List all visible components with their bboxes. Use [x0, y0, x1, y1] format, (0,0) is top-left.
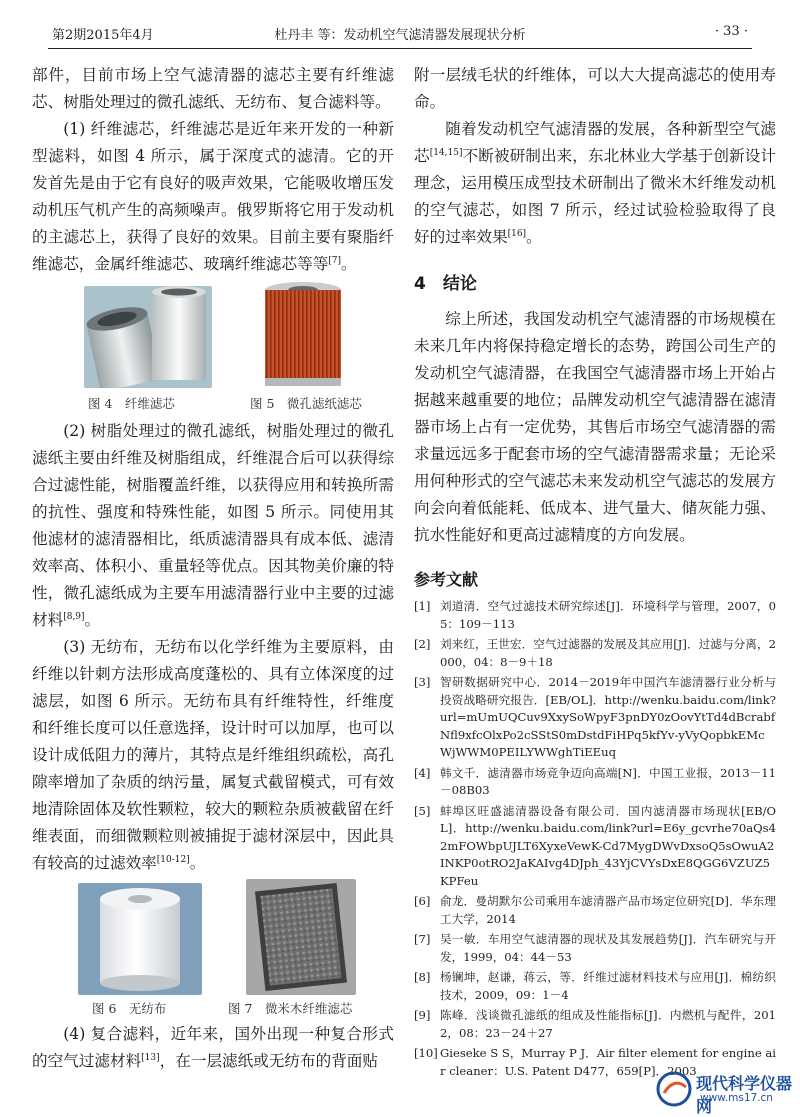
citation: [13] — [141, 1052, 160, 1063]
section-4-heading: 4 结论 — [414, 274, 477, 294]
reference-item: [10] Gieseke S S，Murray P J．Air filter element for engine air cleaner：U.S. Patent D477，659[P]．2003 — [414, 1046, 776, 1078]
micro-wood-fiber-filter-image — [246, 879, 356, 995]
reference-item: [2] 刘来红，王世宏．空气过滤器的发展及其应用[J]．过滤与分离，2000，04：8－9＋18 — [414, 637, 776, 669]
reference-item: [6] 俞龙．曼胡默尔公司乘用车滤清器产品市场定位研究[D]．华东理工大学，2014 — [414, 894, 776, 926]
running-header — [48, 22, 752, 49]
reference-list — [414, 598, 776, 1080]
fiber-filter-image — [84, 286, 212, 388]
citation: [10-12] — [156, 854, 190, 865]
figure-5-caption: 图 5 微孔滤纸滤芯 — [250, 396, 362, 411]
site-watermark — [656, 1071, 794, 1116]
reference-item: [8] 杨镧坤，赵谦，蒋云，等．纤维过滤材料技术与应用[J]．棉纺织技术，2009，09：1－4 — [414, 970, 776, 1002]
reference-item: [1] 刘道清．空气过滤技术研究综述[J]．环境科学与管理，2007，05：109－113 — [414, 599, 776, 631]
watermark-site-name: 现代科学仪器网 — [696, 1074, 793, 1116]
watermark-logo-icon — [656, 1071, 694, 1107]
citation: [14,15] — [429, 147, 463, 158]
reference-item: [4] 韩文千．滤清器市场竞争迈向高端[N]．中国工业报，2013－11－08B03 — [414, 765, 776, 797]
paragraph-resin-paper: (2) 树脂处理过的微孔滤纸，树脂处理过的微孔滤纸主要由纤维及树脂组成，纤维混合后可以获得综合过滤性能，树脂覆盖纤维，以获得应用和转换所需的抗性、强度和特殊性能，如图 5 所示。同使用其他滤材的滤清器相比，纸质滤清器具有成本低、滤清效率高、体积小、重量轻等优点。因其物美价廉的特性，微孔滤纸成为主要车用滤清器行业中主要的过滤材料[8,9]。 — [32, 422, 394, 629]
paragraph-composite-cont: 附一层绒毛状的纤维体，可以大大提高滤芯的使用寿命。 — [414, 66, 776, 111]
paragraph-composite: (4) 复合滤料，近年来，国外出现一种复合形式的空气过滤材料[13]，在一层滤纸或无纺布的背面贴 — [32, 1025, 394, 1070]
watermark-url: www.ms17.cn — [700, 1092, 773, 1104]
references-heading: 参考文献 — [414, 570, 479, 589]
left-column — [32, 62, 394, 1075]
figure-6-caption: 图 6 无纺布 — [92, 1001, 167, 1016]
reference-item: [9] 陈峰．浅谈微孔滤纸的组成及性能指标[J]．内燃机与配件，2012，08：23－24＋27 — [414, 1008, 776, 1040]
figure-row-4-5 — [32, 280, 394, 416]
page-number: · 33 · — [714, 24, 748, 39]
right-column — [414, 62, 776, 1083]
reference-item: [7] 吴一敏．车用空气滤清器的现状及其发展趋势[J]．汽车研究与开发，1999，04：44－53 — [414, 932, 776, 964]
paragraph-fiber-filter: (1) 纤维滤芯，纤维滤芯是近年来开发的一种新型滤料，如图 4 所示，属于深度式的滤清。它的开发首先是由于它有良好的吸声效果，它能吸收增压发动机压气机产生的高频噪声。俄罗斯将它用于发动机的主滤芯上，获得了良好的效果。目前主要有聚脂纤维滤芯，金属纤维滤芯、玻璃纤维滤芯等等[7]。 — [32, 120, 394, 273]
paragraph-nonwoven: (3) 无纺布，无纺布以化学纤维为主要原料，由纤维以针刺方法形成高度蓬松的、具有立体深度的过滤层，如图 6 所示。无纺布具有纤维特性，纤维度和纤维长度可以任意选择，设计时可以加厚，也可以设计成低阻力的薄片，其特点是纤维组织疏松，高孔隙率增加了杂质的纳污量，属复式截留模式，可有效地清除固体及软性颗粒，较大的颗粒杂质被截留在纤维表面，而细微颗粒则被捕捉于滤材深层中，因此具有较高的过滤效率[10-12]。 — [32, 638, 394, 872]
citation: [8,9] — [63, 611, 85, 622]
running-title: 杜丹丰 等：发动机空气滤清器发展现状分析 — [274, 28, 526, 43]
paragraph-intro: 部件，目前市场上空气滤清器的滤芯主要有纤维滤芯、树脂处理过的微孔滤纸、无纺布、复合滤料等。 — [32, 66, 394, 111]
paragraph-new-filters: 随着发动机空气滤清器的发展，各种新型空气滤芯[14,15]不断被研制出来，东北林业大学基于创新设计理念，运用模压成型技术研制出了微米木纤维发动机的空气滤芯，如图 7 所示，经过试验检验取得了良好的过率效果[16]。 — [414, 120, 776, 246]
figure-row-6-7 — [32, 879, 394, 1019]
nonwoven-roll-image — [78, 883, 202, 995]
micropore-paper-filter-image — [258, 280, 348, 392]
citation: [16] — [507, 228, 527, 239]
figure-7-caption: 图 7 微米木纤维滤芯 — [228, 1001, 353, 1016]
reference-item: [3] 智研数据研究中心．2014－2019年中国汽车滤清器行业分析与投资战略研究报告．[EB/OL]．http://wenku.baidu.com/link?url=mUmUQCuv9XxySoWpyF3pnDY0zOovYtTd4dBcrabfNfl9xfcOlxPo2cSStS0mDstdFiHPq5kfYv-yVyQopbkEMcWjWWM0PEILYWWghTiEEuq — [414, 675, 776, 759]
citation: [7] — [328, 255, 342, 266]
issue-label: 第2期2015年4月 — [52, 28, 154, 43]
paragraph-conclusion: 综上所述，我国发动机空气滤清器的市场规模在未来几年内将保持稳定增长的态势，跨国公司生产的发动机空气滤清器，在我国空气滤清器市场上开始占据越来越重要的地位；品牌发动机空气滤清器在滤清器市场上占有一定优势，其售后市场空气滤清器的需求量远远多于配套市场的空气滤清器需求量；无论采用何种形式的空气滤芯未来发动机空气滤芯的发展方向会向着低能耗、低成本、进气量大、储灰能力强、抗水性能好和更高过滤精度的方向发展。 — [414, 310, 776, 544]
figure-4-caption: 图 4 纤维滤芯 — [88, 396, 175, 411]
reference-item: [5] 蚌埠区旺盛滤清器设备有限公司．国内滤清器市场现状[EB/OL]．http://wenku.baidu.com/link?url=E6y_gcvrhe70aQs42mFOWbpUJLT6XyxeVewK-Cd7MygDWvDxsoQ5sOwuA2INKP0otRO2JaKAIvg4DJph_43YjCVYsDxE8QGG6VZUZ5KPFeu — [414, 803, 776, 888]
